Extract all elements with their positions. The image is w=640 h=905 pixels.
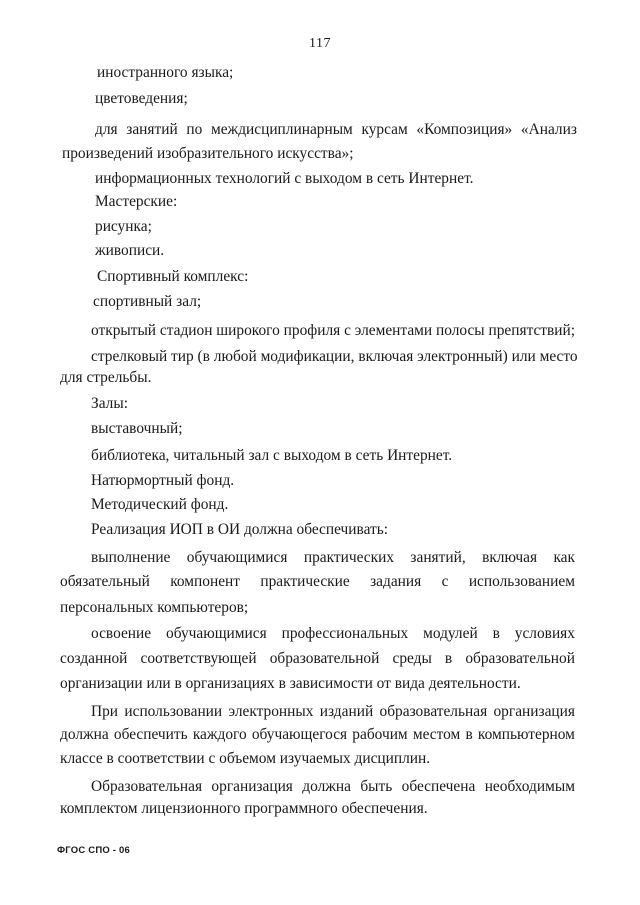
- text-line: выставочный;: [91, 420, 183, 437]
- word: занятий,: [410, 549, 466, 566]
- word: профессиональных: [281, 625, 409, 642]
- word: условиях: [514, 625, 575, 642]
- word: обеспечена: [401, 778, 476, 795]
- text-line: Залы:: [91, 395, 128, 412]
- word: образовательной: [465, 650, 575, 667]
- text-line: Натюрмортный фонд.: [91, 472, 235, 489]
- word: каждого: [192, 726, 247, 743]
- word: освоение: [91, 625, 152, 642]
- word: быть: [360, 778, 393, 795]
- text-line-justified: [60, 650, 575, 668]
- text-line-justified: [60, 573, 575, 591]
- word: организация: [493, 703, 575, 720]
- word: обучающимися: [186, 549, 288, 566]
- word: местом: [412, 726, 461, 743]
- word: образовательной: [269, 650, 380, 667]
- text-line: Реализация ИОП в ОИ должна обеспечивать:: [91, 521, 389, 538]
- word: электронных: [228, 703, 314, 720]
- word: курсам: [361, 121, 408, 138]
- text-line-justified: [91, 625, 575, 643]
- word: «Анализ: [520, 121, 577, 138]
- word: занятий: [126, 121, 178, 138]
- word: модулей: [423, 625, 478, 642]
- word: междисциплинарным: [210, 121, 353, 138]
- text-line: иностранного языка;: [97, 64, 234, 81]
- text-line: организации или в организациях в зависимости от вида деятельности.: [60, 675, 521, 692]
- word: в: [465, 726, 473, 743]
- word: изданий: [319, 703, 374, 720]
- word: использованием: [468, 573, 575, 590]
- page-number: 117: [309, 36, 331, 51]
- word: При: [91, 703, 119, 720]
- text-line: живописи.: [95, 242, 165, 259]
- text-line: произведений изобразительного искусства»;: [62, 145, 354, 162]
- word: как: [553, 549, 575, 566]
- footer-code: ФГОС СПО - 06: [57, 845, 130, 856]
- word: «Композиция»: [416, 121, 513, 138]
- word: в: [444, 650, 453, 667]
- word: компьютерном: [477, 726, 575, 743]
- word: Образовательная: [91, 778, 203, 795]
- text-line: библиотека, читальный зал с выходом в сеть Интернет.: [91, 447, 453, 464]
- word: выполнение: [91, 549, 171, 566]
- text-line: Мастерские:: [95, 193, 178, 210]
- text-line: комплектом лицензионного программного обеспечения.: [60, 800, 428, 817]
- text-line: цветоведения;: [95, 90, 188, 107]
- text-line: персональных компьютеров;: [60, 599, 249, 616]
- word: обучающегося: [251, 726, 348, 743]
- text-line: для стрельбы.: [60, 369, 152, 386]
- word: рабочим: [352, 726, 408, 743]
- text-line: классе в соответствии с объемом изучаемых дисциплин.: [60, 750, 431, 767]
- word: по: [186, 121, 203, 138]
- word: в: [492, 625, 500, 642]
- word: включая: [482, 549, 538, 566]
- word: обучающимися: [166, 625, 267, 642]
- text-line: стрелковый тир (в любой модификации, включая электронный) или место: [91, 348, 578, 365]
- word: должна: [302, 778, 351, 795]
- text-line: Методический фонд.: [91, 496, 229, 513]
- word: компонент: [170, 573, 240, 590]
- word: задания: [370, 573, 422, 590]
- text-line: рисунка;: [95, 218, 152, 235]
- text-line-justified: [91, 549, 575, 567]
- text-line-justified: [91, 703, 575, 721]
- word: практические: [260, 573, 350, 590]
- word: практических: [303, 549, 395, 566]
- word: обеспечить: [113, 726, 188, 743]
- text-line-justified: [95, 121, 577, 139]
- text-line: информационных технологий с выходом в сеть Интернет.: [95, 170, 474, 187]
- word: организация: [211, 778, 293, 795]
- text-line: Спортивный комплекс:: [97, 268, 249, 285]
- word: необходимым: [484, 778, 575, 795]
- text-line: открытый стадион широкого профиля с элементами полосы препятствий;: [91, 322, 576, 339]
- word: с: [441, 573, 449, 590]
- text-line-justified: [91, 778, 575, 796]
- word: образовательная: [379, 703, 488, 720]
- word: соответствующей: [140, 650, 257, 667]
- word: среды: [392, 650, 432, 667]
- word: использовании: [124, 703, 223, 720]
- word: для: [95, 121, 118, 138]
- word: обязательный: [60, 573, 150, 590]
- text-line: спортивный зал;: [93, 293, 202, 310]
- text-line-justified: [60, 726, 575, 744]
- word: должна: [60, 726, 109, 743]
- word: созданной: [60, 650, 128, 667]
